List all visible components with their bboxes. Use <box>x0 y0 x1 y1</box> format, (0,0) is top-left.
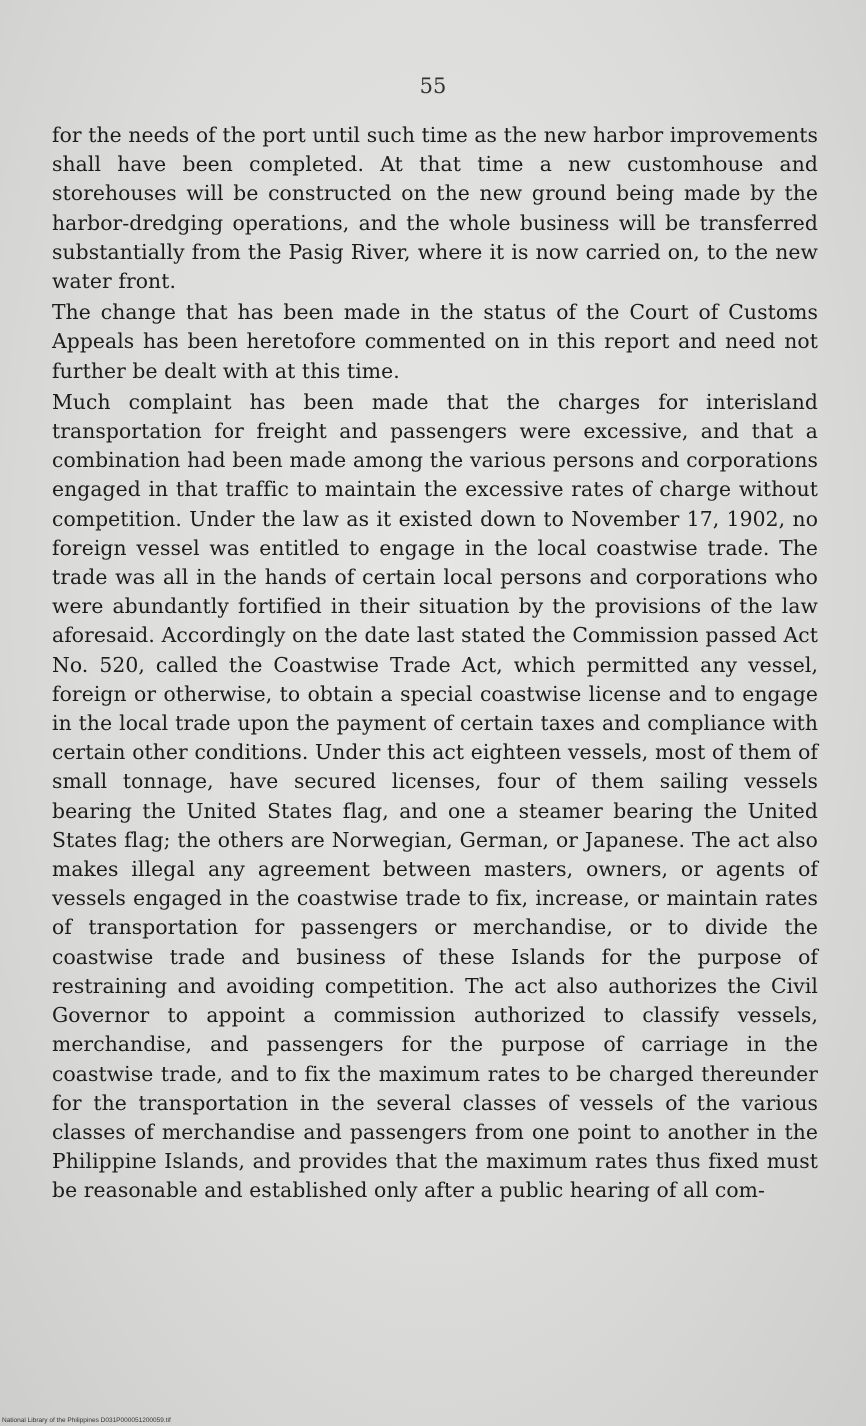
paragraph-3: Much complaint has been made that the charges for interisland transportation for freight and passengers were excessive, and that a combination had been made among the various persons and corporations engaged in that traffic to maintain the excessive rates of charge without competition. Under the law as it existed down to November 17, 1902, no foreign vessel was entitled to engage in the local coastwise trade. The trade was all in the hands of certain local persons and corporations who were abundantly fortified in their situation by the provisions of the law aforesaid. Accordingly on the date last stated the Commission passed Act No. 520, called the Coastwise Trade Act, which permitted any vessel, foreign or otherwise, to obtain a special coastwise license and to engage in the local trade upon the payment of certain taxes and compliance with certain other conditions. Under this act eighteen vessels, most of them of small tonnage, have secured licenses, four of them sailing vessels bearing the United States flag, and one a steamer bearing the United States flag; the others are Norwegian, German, or Japanese. The act also makes illegal any agreement between masters, owners, or agents of vessels engaged in the coastwise trade to fix, increase, or maintain rates of transportation for passengers or merchandise, or to divide the coastwise trade and business of these Islands for the purpose of restraining and avoiding competition. The act also authorizes the Civil Governor to appoint a commission authorized to classify vessels, merchandise, and passengers for the purpose of carriage in the coastwise trade, and to fix the maximum rates to be charged thereunder for the transportation in the several classes of vessels of the various classes of merchandise and passengers from one point to another in the Philippine Islands, and provides that the maximum rates thus fixed must be reasonable and established only after a public hearing of all com- <box>52 389 818 1203</box>
body-text <box>52 121 818 1206</box>
paragraph-2: The change that has been made in the status of the Court of Customs Appeals has been heretofore commented on in this report and need not further be dealt with at this time. <box>52 300 818 383</box>
scan-credit: National Library of the Philippines D031P000051200059.tif <box>2 1417 171 1424</box>
paragraph-1: for the needs of the port until such time as the new harbor improvements shall have been completed. At that time a new customhouse and storehouses will be constructed on the new ground being made by the harbor-dredging operations, and the whole business will be transferred substantially from the Pasig River, where it is now carried on, to the new water front. <box>52 123 818 294</box>
page-number: 55 <box>419 74 447 98</box>
